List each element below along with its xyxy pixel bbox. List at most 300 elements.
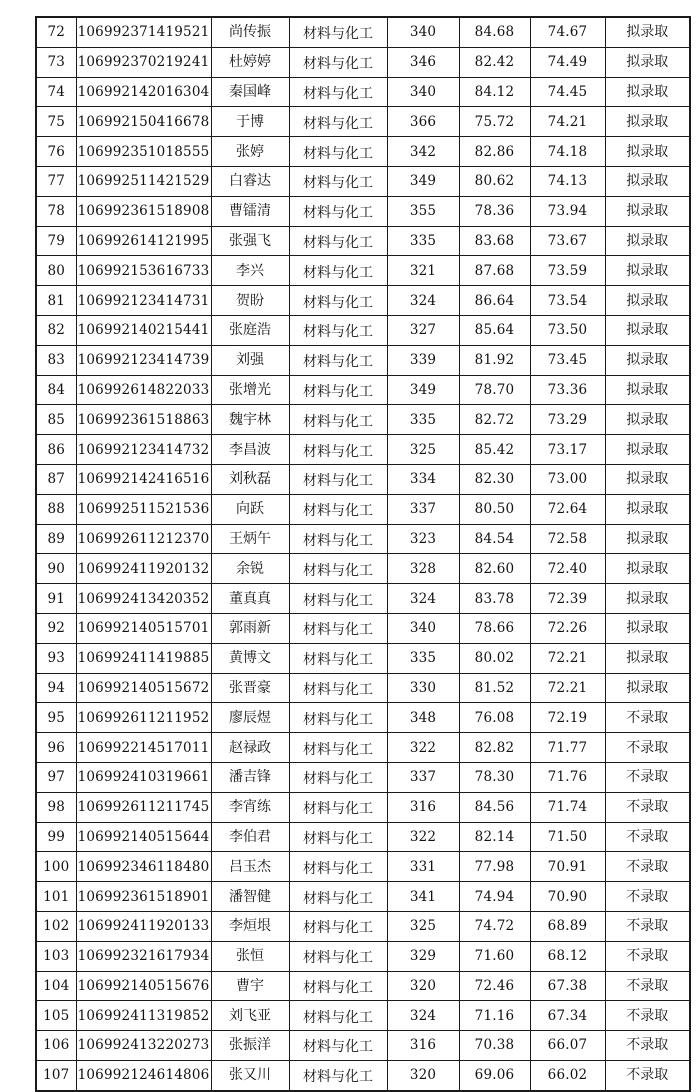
cell-initial-score: 320: [387, 1060, 459, 1090]
table-row: [36, 196, 690, 226]
table-row: [36, 345, 690, 375]
cell-major: 材料与化工: [289, 196, 387, 226]
cell-major: 材料与化工: [289, 345, 387, 375]
cell-retest-score: 81.92: [459, 345, 530, 375]
cell-serial-number: 81: [36, 286, 76, 316]
cell-initial-score: 342: [387, 137, 459, 167]
cell-admission-result: 拟录取: [605, 226, 690, 256]
cell-retest-score: 82.30: [459, 464, 530, 494]
cell-major: 材料与化工: [289, 464, 387, 494]
cell-serial-number: 107: [36, 1060, 76, 1090]
cell-candidate-id: 106992361518901: [76, 882, 211, 912]
cell-final-score: 72.39: [530, 584, 605, 614]
cell-retest-score: 87.68: [459, 256, 530, 286]
table-row: [36, 256, 690, 286]
table-row: [36, 226, 690, 256]
cell-final-score: 73.29: [530, 405, 605, 435]
table-row: [36, 941, 690, 971]
cell-final-score: 70.91: [530, 852, 605, 882]
cell-candidate-id: 106992611211745: [76, 792, 211, 822]
cell-retest-score: 84.54: [459, 524, 530, 554]
cell-final-score: 74.49: [530, 47, 605, 77]
cell-serial-number: 89: [36, 524, 76, 554]
cell-admission-result: 拟录取: [605, 375, 690, 405]
cell-final-score: 73.17: [530, 435, 605, 465]
cell-candidate-name: 李烜垠: [211, 911, 289, 941]
cell-candidate-name: 潘智健: [211, 882, 289, 912]
cell-final-score: 74.13: [530, 166, 605, 196]
cell-initial-score: 323: [387, 524, 459, 554]
cell-retest-score: 85.42: [459, 435, 530, 465]
table-row: [36, 762, 690, 792]
cell-serial-number: 75: [36, 107, 76, 137]
cell-major: 材料与化工: [289, 17, 387, 47]
cell-retest-score: 71.16: [459, 1001, 530, 1031]
cell-major: 材料与化工: [289, 405, 387, 435]
cell-initial-score: 324: [387, 584, 459, 614]
cell-admission-result: 拟录取: [605, 643, 690, 673]
cell-candidate-id: 106992140515701: [76, 613, 211, 643]
cell-final-score: 66.07: [530, 1031, 605, 1061]
cell-serial-number: 97: [36, 762, 76, 792]
cell-candidate-name: 张晋豪: [211, 673, 289, 703]
cell-serial-number: 94: [36, 673, 76, 703]
cell-final-score: 72.21: [530, 643, 605, 673]
cell-initial-score: 324: [387, 1001, 459, 1031]
cell-admission-result: 拟录取: [605, 47, 690, 77]
cell-admission-result: 拟录取: [605, 524, 690, 554]
cell-major: 材料与化工: [289, 1060, 387, 1090]
cell-candidate-name: 黄博文: [211, 643, 289, 673]
cell-candidate-name: 张强飞: [211, 226, 289, 256]
cell-candidate-id: 106992153616733: [76, 256, 211, 286]
cell-retest-score: 82.72: [459, 405, 530, 435]
cell-final-score: 72.21: [530, 673, 605, 703]
cell-admission-result: 不录取: [605, 792, 690, 822]
cell-final-score: 73.36: [530, 375, 605, 405]
cell-candidate-id: 106992142016304: [76, 77, 211, 107]
cell-serial-number: 102: [36, 911, 76, 941]
table-row: [36, 166, 690, 196]
cell-major: 材料与化工: [289, 792, 387, 822]
cell-major: 材料与化工: [289, 673, 387, 703]
cell-retest-score: 74.94: [459, 882, 530, 912]
cell-retest-score: 85.64: [459, 315, 530, 345]
cell-final-score: 74.18: [530, 137, 605, 167]
cell-retest-score: 82.86: [459, 137, 530, 167]
cell-initial-score: 320: [387, 971, 459, 1001]
cell-final-score: 71.74: [530, 792, 605, 822]
cell-candidate-id: 106992611212370: [76, 524, 211, 554]
cell-serial-number: 82: [36, 315, 76, 345]
cell-initial-score: 322: [387, 733, 459, 763]
cell-candidate-name: 秦国峰: [211, 77, 289, 107]
cell-major: 材料与化工: [289, 882, 387, 912]
cell-candidate-name: 刘飞亚: [211, 1001, 289, 1031]
cell-major: 材料与化工: [289, 166, 387, 196]
cell-candidate-id: 106992140515644: [76, 822, 211, 852]
cell-serial-number: 73: [36, 47, 76, 77]
cell-major: 材料与化工: [289, 1001, 387, 1031]
table-row: [36, 673, 690, 703]
cell-candidate-name: 刘强: [211, 345, 289, 375]
cell-candidate-id: 106992150416678: [76, 107, 211, 137]
cell-initial-score: 330: [387, 673, 459, 703]
cell-admission-result: 拟录取: [605, 554, 690, 584]
cell-candidate-id: 106992321617934: [76, 941, 211, 971]
cell-major: 材料与化工: [289, 971, 387, 1001]
admission-results-sheet: [35, 16, 689, 1092]
cell-final-score: 72.26: [530, 613, 605, 643]
cell-candidate-id: 106992361518908: [76, 196, 211, 226]
cell-candidate-name: 张庭浩: [211, 315, 289, 345]
cell-retest-score: 83.78: [459, 584, 530, 614]
cell-admission-result: 拟录取: [605, 405, 690, 435]
table-row: [36, 375, 690, 405]
cell-candidate-id: 106992370219241: [76, 47, 211, 77]
table-row: [36, 17, 690, 47]
cell-serial-number: 84: [36, 375, 76, 405]
cell-candidate-name: 张又川: [211, 1060, 289, 1090]
cell-candidate-id: 106992124614806: [76, 1060, 211, 1090]
cell-serial-number: 91: [36, 584, 76, 614]
table-row: [36, 77, 690, 107]
cell-candidate-name: 刘秋磊: [211, 464, 289, 494]
cell-major: 材料与化工: [289, 852, 387, 882]
cell-candidate-id: 106992140515672: [76, 673, 211, 703]
cell-major: 材料与化工: [289, 703, 387, 733]
table-row: [36, 1001, 690, 1031]
cell-serial-number: 99: [36, 822, 76, 852]
cell-candidate-name: 白睿达: [211, 166, 289, 196]
cell-final-score: 71.77: [530, 733, 605, 763]
cell-serial-number: 87: [36, 464, 76, 494]
cell-initial-score: 349: [387, 375, 459, 405]
cell-major: 材料与化工: [289, 822, 387, 852]
cell-final-score: 67.34: [530, 1001, 605, 1031]
cell-initial-score: 335: [387, 643, 459, 673]
cell-serial-number: 93: [36, 643, 76, 673]
cell-retest-score: 81.52: [459, 673, 530, 703]
cell-candidate-id: 106992611211952: [76, 703, 211, 733]
cell-retest-score: 78.30: [459, 762, 530, 792]
cell-serial-number: 96: [36, 733, 76, 763]
cell-serial-number: 74: [36, 77, 76, 107]
cell-serial-number: 98: [36, 792, 76, 822]
table-row: [36, 405, 690, 435]
cell-candidate-id: 106992346118480: [76, 852, 211, 882]
table-row: [36, 494, 690, 524]
cell-candidate-id: 106992140215441: [76, 315, 211, 345]
cell-admission-result: 不录取: [605, 762, 690, 792]
cell-admission-result: 拟录取: [605, 77, 690, 107]
cell-major: 材料与化工: [289, 554, 387, 584]
table-row: [36, 852, 690, 882]
cell-candidate-name: 郭雨新: [211, 613, 289, 643]
cell-final-score: 73.45: [530, 345, 605, 375]
cell-candidate-name: 于博: [211, 107, 289, 137]
cell-candidate-name: 潘吉锋: [211, 762, 289, 792]
cell-candidate-name: 曹宇: [211, 971, 289, 1001]
table-body: [36, 17, 690, 1091]
cell-serial-number: 76: [36, 137, 76, 167]
cell-initial-score: 327: [387, 315, 459, 345]
cell-initial-score: 316: [387, 1031, 459, 1061]
table-row: [36, 1031, 690, 1061]
cell-retest-score: 80.62: [459, 166, 530, 196]
cell-candidate-id: 106992411920133: [76, 911, 211, 941]
table-row: [36, 971, 690, 1001]
cell-retest-score: 82.82: [459, 733, 530, 763]
cell-candidate-id: 106992411920132: [76, 554, 211, 584]
cell-candidate-name: 李伯君: [211, 822, 289, 852]
table-row: [36, 822, 690, 852]
table-row: [36, 47, 690, 77]
cell-final-score: 73.00: [530, 464, 605, 494]
cell-retest-score: 77.98: [459, 852, 530, 882]
table-row: [36, 524, 690, 554]
cell-candidate-id: 106992123414739: [76, 345, 211, 375]
cell-initial-score: 346: [387, 47, 459, 77]
table-row: [36, 107, 690, 137]
cell-initial-score: 337: [387, 494, 459, 524]
cell-admission-result: 不录取: [605, 703, 690, 733]
cell-initial-score: 341: [387, 882, 459, 912]
cell-candidate-name: 赵禄政: [211, 733, 289, 763]
cell-admission-result: 拟录取: [605, 435, 690, 465]
cell-admission-result: 拟录取: [605, 315, 690, 345]
cell-initial-score: 355: [387, 196, 459, 226]
cell-serial-number: 83: [36, 345, 76, 375]
cell-serial-number: 101: [36, 882, 76, 912]
cell-final-score: 70.90: [530, 882, 605, 912]
table-row: [36, 137, 690, 167]
cell-initial-score: 321: [387, 256, 459, 286]
cell-candidate-name: 张振洋: [211, 1031, 289, 1061]
cell-final-score: 73.67: [530, 226, 605, 256]
cell-admission-result: 不录取: [605, 1060, 690, 1090]
cell-final-score: 73.50: [530, 315, 605, 345]
cell-serial-number: 105: [36, 1001, 76, 1031]
cell-admission-result: 不录取: [605, 971, 690, 1001]
cell-initial-score: 329: [387, 941, 459, 971]
cell-candidate-name: 余锐: [211, 554, 289, 584]
cell-serial-number: 92: [36, 613, 76, 643]
cell-major: 材料与化工: [289, 524, 387, 554]
cell-initial-score: 325: [387, 911, 459, 941]
cell-retest-score: 78.66: [459, 613, 530, 643]
cell-final-score: 74.45: [530, 77, 605, 107]
cell-major: 材料与化工: [289, 911, 387, 941]
cell-final-score: 74.67: [530, 17, 605, 47]
cell-admission-result: 拟录取: [605, 166, 690, 196]
cell-serial-number: 100: [36, 852, 76, 882]
cell-candidate-name: 廖辰煜: [211, 703, 289, 733]
cell-initial-score: 335: [387, 405, 459, 435]
cell-initial-score: 328: [387, 554, 459, 584]
cell-serial-number: 80: [36, 256, 76, 286]
cell-major: 材料与化工: [289, 494, 387, 524]
cell-candidate-id: 106992351018555: [76, 137, 211, 167]
cell-serial-number: 86: [36, 435, 76, 465]
cell-candidate-id: 106992413420352: [76, 584, 211, 614]
cell-admission-result: 拟录取: [605, 494, 690, 524]
table-row: [36, 733, 690, 763]
cell-serial-number: 104: [36, 971, 76, 1001]
cell-admission-result: 不录取: [605, 911, 690, 941]
cell-serial-number: 106: [36, 1031, 76, 1061]
cell-candidate-id: 106992413220273: [76, 1031, 211, 1061]
cell-candidate-id: 106992411419885: [76, 643, 211, 673]
cell-initial-score: 334: [387, 464, 459, 494]
cell-serial-number: 72: [36, 17, 76, 47]
cell-candidate-id: 106992614822033: [76, 375, 211, 405]
cell-initial-score: 340: [387, 17, 459, 47]
table-row: [36, 315, 690, 345]
cell-candidate-name: 贺盼: [211, 286, 289, 316]
cell-final-score: 71.76: [530, 762, 605, 792]
cell-retest-score: 80.50: [459, 494, 530, 524]
cell-admission-result: 拟录取: [605, 286, 690, 316]
cell-final-score: 68.12: [530, 941, 605, 971]
cell-candidate-name: 董真真: [211, 584, 289, 614]
table-row: [36, 911, 690, 941]
cell-retest-score: 84.12: [459, 77, 530, 107]
cell-candidate-id: 106992614121995: [76, 226, 211, 256]
cell-retest-score: 84.68: [459, 17, 530, 47]
cell-retest-score: 70.38: [459, 1031, 530, 1061]
cell-serial-number: 79: [36, 226, 76, 256]
cell-retest-score: 86.64: [459, 286, 530, 316]
cell-final-score: 72.40: [530, 554, 605, 584]
cell-major: 材料与化工: [289, 584, 387, 614]
cell-major: 材料与化工: [289, 435, 387, 465]
cell-candidate-id: 106992511421529: [76, 166, 211, 196]
cell-retest-score: 82.42: [459, 47, 530, 77]
cell-retest-score: 82.14: [459, 822, 530, 852]
cell-candidate-name: 李昌波: [211, 435, 289, 465]
cell-major: 材料与化工: [289, 1031, 387, 1061]
table-row: [36, 613, 690, 643]
cell-retest-score: 80.02: [459, 643, 530, 673]
cell-admission-result: 不录取: [605, 882, 690, 912]
cell-admission-result: 拟录取: [605, 196, 690, 226]
cell-final-score: 73.54: [530, 286, 605, 316]
cell-major: 材料与化工: [289, 107, 387, 137]
cell-initial-score: 340: [387, 613, 459, 643]
cell-serial-number: 95: [36, 703, 76, 733]
cell-admission-result: 不录取: [605, 852, 690, 882]
cell-admission-result: 不录取: [605, 1001, 690, 1031]
cell-admission-result: 不录取: [605, 941, 690, 971]
table-row: [36, 1060, 690, 1090]
cell-serial-number: 88: [36, 494, 76, 524]
cell-admission-result: 拟录取: [605, 107, 690, 137]
cell-admission-result: 拟录取: [605, 613, 690, 643]
cell-admission-result: 拟录取: [605, 345, 690, 375]
cell-major: 材料与化工: [289, 613, 387, 643]
cell-retest-score: 78.36: [459, 196, 530, 226]
cell-candidate-id: 106992411319852: [76, 1001, 211, 1031]
cell-initial-score: 348: [387, 703, 459, 733]
cell-initial-score: 366: [387, 107, 459, 137]
table-row: [36, 584, 690, 614]
cell-admission-result: 拟录取: [605, 584, 690, 614]
cell-admission-result: 拟录取: [605, 17, 690, 47]
cell-retest-score: 74.72: [459, 911, 530, 941]
cell-candidate-id: 106992140515676: [76, 971, 211, 1001]
cell-retest-score: 72.46: [459, 971, 530, 1001]
cell-candidate-name: 尚传振: [211, 17, 289, 47]
table-row: [36, 882, 690, 912]
cell-serial-number: 90: [36, 554, 76, 584]
cell-candidate-name: 李宵练: [211, 792, 289, 822]
cell-candidate-id: 106992511521536: [76, 494, 211, 524]
cell-major: 材料与化工: [289, 137, 387, 167]
cell-admission-result: 不录取: [605, 1031, 690, 1061]
cell-major: 材料与化工: [289, 226, 387, 256]
cell-retest-score: 83.68: [459, 226, 530, 256]
cell-admission-result: 不录取: [605, 822, 690, 852]
cell-retest-score: 84.56: [459, 792, 530, 822]
cell-final-score: 72.64: [530, 494, 605, 524]
cell-major: 材料与化工: [289, 315, 387, 345]
cell-candidate-name: 杜婷婷: [211, 47, 289, 77]
cell-serial-number: 77: [36, 166, 76, 196]
cell-final-score: 72.58: [530, 524, 605, 554]
cell-initial-score: 335: [387, 226, 459, 256]
cell-initial-score: 324: [387, 286, 459, 316]
cell-candidate-name: 向跃: [211, 494, 289, 524]
cell-candidate-id: 106992123414732: [76, 435, 211, 465]
cell-final-score: 67.38: [530, 971, 605, 1001]
cell-admission-result: 拟录取: [605, 673, 690, 703]
cell-major: 材料与化工: [289, 47, 387, 77]
cell-major: 材料与化工: [289, 256, 387, 286]
cell-initial-score: 325: [387, 435, 459, 465]
cell-retest-score: 75.72: [459, 107, 530, 137]
cell-candidate-name: 王炳午: [211, 524, 289, 554]
cell-final-score: 73.59: [530, 256, 605, 286]
cell-serial-number: 85: [36, 405, 76, 435]
cell-initial-score: 331: [387, 852, 459, 882]
table-row: [36, 435, 690, 465]
table-row: [36, 464, 690, 494]
cell-initial-score: 340: [387, 77, 459, 107]
cell-major: 材料与化工: [289, 286, 387, 316]
table-row: [36, 554, 690, 584]
cell-final-score: 71.50: [530, 822, 605, 852]
cell-candidate-name: 曹镭清: [211, 196, 289, 226]
cell-candidate-id: 106992410319661: [76, 762, 211, 792]
cell-major: 材料与化工: [289, 77, 387, 107]
cell-candidate-id: 106992214517011: [76, 733, 211, 763]
cell-serial-number: 103: [36, 941, 76, 971]
table-row: [36, 643, 690, 673]
cell-candidate-name: 张婷: [211, 137, 289, 167]
cell-initial-score: 349: [387, 166, 459, 196]
table-row: [36, 703, 690, 733]
admission-results-table: [35, 16, 691, 1092]
cell-admission-result: 拟录取: [605, 256, 690, 286]
cell-candidate-id: 106992361518863: [76, 405, 211, 435]
cell-serial-number: 78: [36, 196, 76, 226]
cell-major: 材料与化工: [289, 733, 387, 763]
cell-candidate-name: 张恒: [211, 941, 289, 971]
table-row: [36, 286, 690, 316]
cell-final-score: 72.19: [530, 703, 605, 733]
cell-retest-score: 78.70: [459, 375, 530, 405]
